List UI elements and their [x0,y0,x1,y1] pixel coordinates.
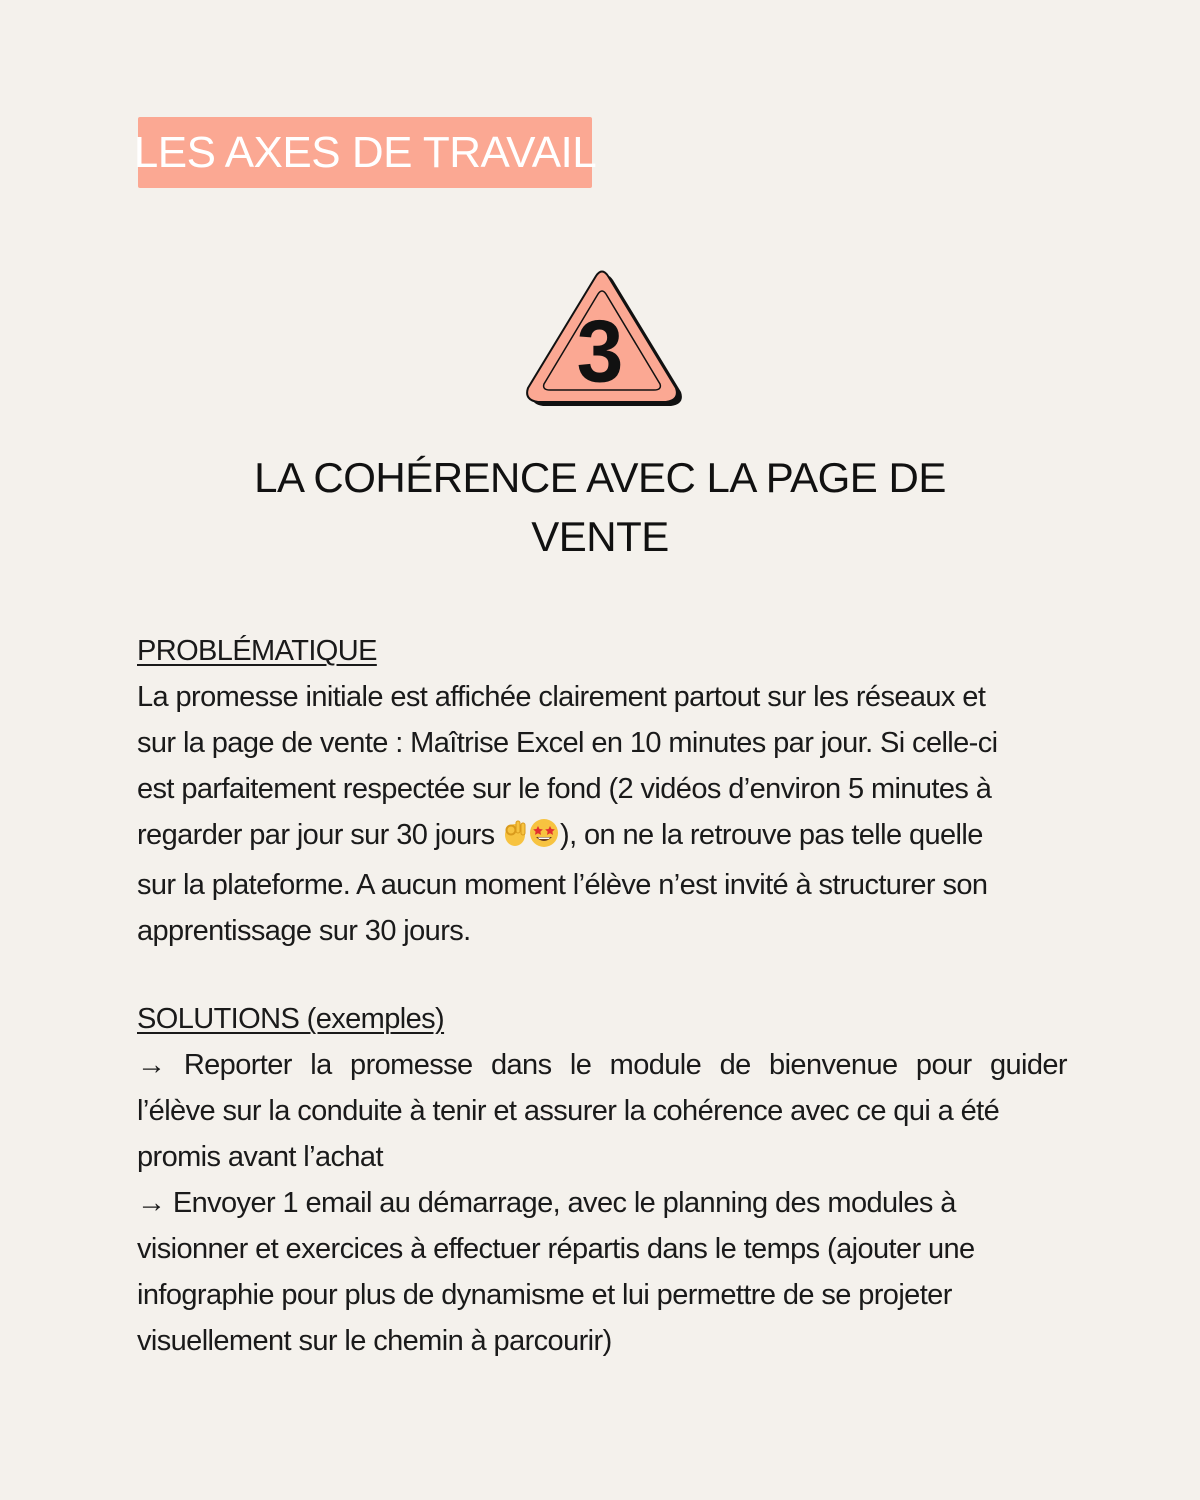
solutions-line: l’élève sur la conduite à tenir et assurer la cohérence avec ce qui a été [137,1095,1000,1127]
problem-section [137,628,1067,954]
page-title-line-2: VENTE [531,513,669,560]
problem-line: sur la page de vente : Maîtrise Excel en 10 minutes par jour. Si celle-ci [137,727,998,759]
badge-number: 3 [576,302,624,402]
solutions-section [137,996,1067,1364]
solutions-line: visionner et exercices à effectuer répartis dans le temps (ajouter une [137,1233,975,1265]
problem-heading: PROBLÉMATIQUE [137,635,377,667]
problem-line-with-emoji [137,812,1067,862]
triangle-badge-icon [520,264,684,412]
star-struck-icon [528,816,560,862]
solutions-line: visuellement sur le chemin à parcourir) [137,1325,612,1357]
problem-line: sur la plateforme. A aucun moment l’élève n’est invité à structurer son [137,869,988,901]
problem-line-part: regarder par jour sur 30 jours [137,819,503,851]
problem-line: est parfaitement respectée sur le fond (2 vidéos d’environ 5 minutes à [137,773,992,805]
solutions-line: infographie pour plus de dynamisme et lui permettre de se projeter [137,1279,952,1311]
solutions-line: → Reporter la promesse dans le module de bienvenue pour guider [137,1049,1067,1081]
section-tag-label: LES AXES DE TRAVAIL [133,127,597,177]
page-title [150,448,1050,566]
solutions-line: → Envoyer 1 email au démarrage, avec le planning des modules à [137,1187,956,1219]
ok-hand-icon [502,816,528,862]
section-tag [133,117,597,188]
page-title-line-1: LA COHÉRENCE AVEC LA PAGE DE [254,454,946,501]
problem-line: apprentissage sur 30 jours. [137,915,471,947]
solutions-heading: SOLUTIONS (exemples) [137,1003,445,1035]
solutions-line: promis avant l’achat [137,1141,383,1173]
problem-line-part: ), on ne la retrouve pas telle quelle [560,819,983,851]
problem-line: La promesse initiale est affichée clairement partout sur les réseaux et [137,681,986,713]
